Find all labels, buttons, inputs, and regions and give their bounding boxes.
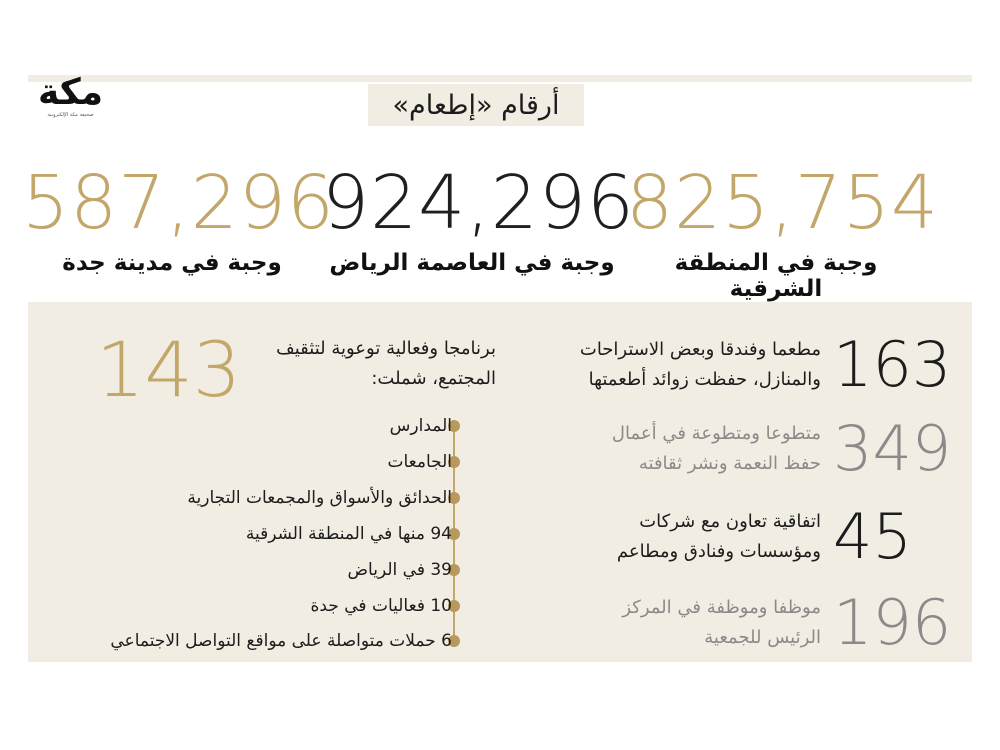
program-bullet: 6 حملات متواصلة على مواقع التواصل الاجتماعي	[110, 631, 452, 651]
item-description	[580, 335, 821, 395]
stat-riyadh	[322, 160, 636, 276]
top-divider	[28, 75, 972, 82]
page-title: أرقام «إطعام»	[392, 89, 560, 121]
stat-label: وجبة في مدينة جدة	[62, 250, 282, 276]
program-bullet: 94 منها في المنطقة الشرقية	[245, 524, 452, 544]
item-line: والمنازل، حفظت زوائد أطعمتها	[588, 369, 821, 390]
logo-wordmark: مكة	[37, 72, 104, 113]
stat-eastern	[626, 160, 940, 302]
item-line: موظفا وموظفة في المركز	[622, 597, 821, 618]
item-number: 349	[833, 412, 952, 485]
item-number: 196	[833, 586, 952, 659]
program-bullet: الجامعات	[387, 452, 452, 472]
program-bullet: 10 فعاليات في جدة	[310, 596, 452, 616]
item-description	[612, 419, 821, 479]
programs-line: المجتمع، شملت:	[371, 368, 496, 389]
item-number: 163	[833, 328, 952, 401]
item-number: 45	[833, 500, 912, 573]
stat-label: وجبة في العاصمة الرياض	[329, 250, 615, 276]
programs-line: برنامجا وفعالية توعوية لتثقيف	[276, 338, 496, 359]
programs-number: 143	[96, 325, 242, 414]
item-description	[617, 507, 821, 567]
right-item	[579, 328, 952, 401]
item-line: الرئيس للجمعية	[704, 627, 821, 648]
stat-value: 825,754	[626, 160, 940, 246]
makkah-logo	[28, 72, 113, 118]
item-line: مطعما وفندقا وبعض الاستراحات	[579, 339, 821, 360]
program-bullet: المدارس	[389, 416, 452, 436]
right-item	[616, 500, 928, 573]
right-item	[611, 412, 952, 485]
stat-label: وجبة في المنطقة الشرقية	[674, 250, 878, 302]
item-line: حفظ النعمة ونشر ثقافته	[638, 453, 821, 474]
right-item	[622, 586, 952, 659]
programs-description	[206, 334, 496, 394]
item-line: متطوعا ومتطوعة في أعمال	[611, 423, 821, 444]
program-bullet: 39 في الرياض	[347, 560, 452, 580]
stat-value: 924,296	[322, 160, 636, 246]
stat-jeddah	[22, 160, 336, 276]
item-description	[622, 593, 821, 653]
stat-value: 587,296	[22, 160, 336, 246]
item-line: ومؤسسات وفنادق ومطاعم	[616, 541, 821, 562]
programs-header	[96, 325, 496, 414]
logo-tagline: صحيفة مكة الإلكترونية	[47, 112, 94, 118]
item-line: اتفاقية تعاون مع شركات	[639, 511, 821, 532]
program-bullet: الحدائق والأسواق والمجمعات التجارية	[187, 488, 452, 508]
title-box	[368, 84, 584, 126]
